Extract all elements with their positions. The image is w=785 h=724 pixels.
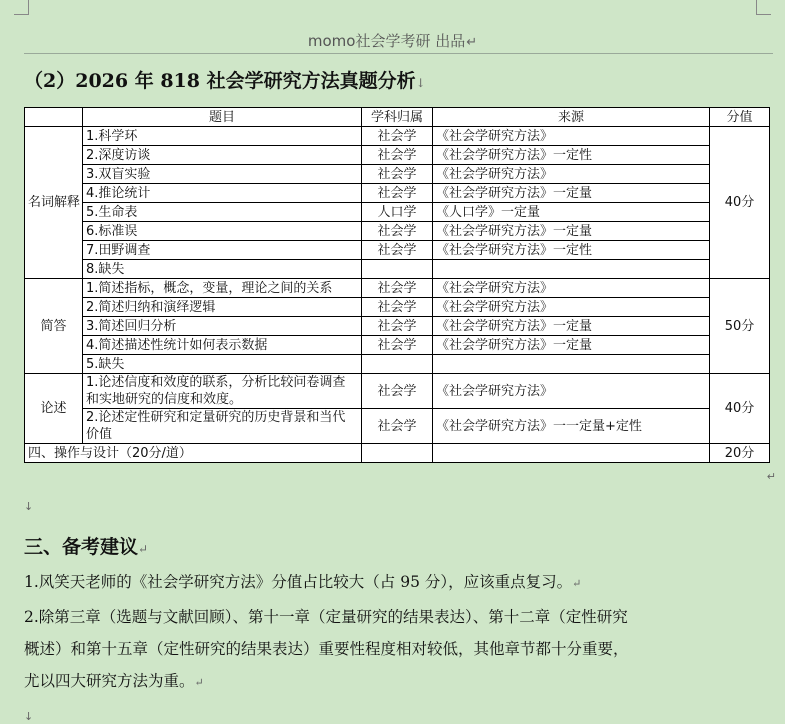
table-row [25,279,770,298]
table-row [25,146,770,165]
score-cell: 20分 [710,444,770,463]
discipline-cell: 社会学 [362,184,433,203]
paragraph-mark: ↵ [138,542,149,556]
discipline-cell: 社会学 [362,317,433,336]
advice-heading [24,532,148,559]
source-cell: 《社会学研究方法》一定量 [433,336,710,355]
question-cell: 8.缺失 [83,260,362,279]
table-row [25,222,770,241]
source-cell: 《社会学研究方法》 [433,298,710,317]
table-row [25,165,770,184]
source-cell: 《社会学研究方法》 [433,127,710,146]
empty-cell [362,444,433,463]
empty-cell [433,444,710,463]
advice-text-line-last [24,665,764,699]
table-row [25,241,770,260]
paragraph-mark: ↓ [24,500,34,513]
section-title [24,66,426,93]
discipline-cell: 社会学 [362,146,433,165]
cell-end-mark: ↵ [766,470,776,483]
page-corner-mark-left [14,0,29,15]
question-cell: 1.简述指标，概念，变量，理论之间的关系 [83,279,362,298]
discipline-cell: 社会学 [362,374,433,409]
source-cell: 《社会学研究方法》一一定量+定性 [433,409,710,444]
question-cell: 7.田野调查 [83,241,362,260]
advice-text-line: 2.除第三章（选题与文献回顾）、第十一章（定量研究的结果表达）、第十二章（定性研究 [24,608,628,626]
table-row [25,317,770,336]
table-row [25,374,770,409]
source-cell [433,260,710,279]
header-cell-blank [25,108,83,127]
discipline-cell: 社会学 [362,336,433,355]
advice-paragraph-1 [24,566,764,600]
question-cell: 1.科学环 [83,127,362,146]
source-cell: 《社会学研究方法》一定量 [433,184,710,203]
question-cell: 5.缺失 [83,355,362,374]
section-title-text: （2）2026 年 818 社会学研究方法真题分析 [24,70,416,92]
header-rule [24,53,773,54]
discipline-cell: 社会学 [362,127,433,146]
table-row [25,355,770,374]
advice-text: 尤以四大研究方法为重。 [24,672,195,690]
paragraph-mark: ↵ [194,676,204,689]
discipline-cell [362,355,433,374]
question-cell: 4.推论统计 [83,184,362,203]
operation-design-cell: 四、操作与设计（20分/道） [25,444,362,463]
question-cell: 3.简述回归分析 [83,317,362,336]
table-row [25,184,770,203]
table-header-row [25,108,770,127]
advice-paragraph-2 [24,601,764,699]
source-cell: 《社会学研究方法》一定量 [433,222,710,241]
source-cell: 《社会学研究方法》一定量 [433,317,710,336]
header-cell-discipline: 学科归属 [362,108,433,127]
discipline-cell: 社会学 [362,165,433,184]
paragraph-mark: ↵ [466,35,478,50]
source-cell: 《社会学研究方法》一定性 [433,146,710,165]
question-cell: 2.简述归纳和演绎逻辑 [83,298,362,317]
discipline-cell: 社会学 [362,409,433,444]
discipline-cell: 人口学 [362,203,433,222]
question-cell: 2.论述定性研究和定量研究的历史背景和当代价值 [83,409,362,444]
table-row [25,336,770,355]
source-cell: 《人口学》一定量 [433,203,710,222]
source-cell [433,355,710,374]
discipline-cell: 社会学 [362,279,433,298]
exam-analysis-table [24,107,770,463]
score-cell: 50分 [710,279,770,374]
advice-heading-text: 三、备考建议 [24,536,139,558]
table-row [25,409,770,444]
group-name-cell: 论述 [25,374,83,444]
advice-text-line: 概述）和第十五章（定性研究的结果表达）重要性程度相对较低，其他章节都十分重要， [24,640,629,658]
source-cell: 《社会学研究方法》一定性 [433,241,710,260]
discipline-cell: 社会学 [362,241,433,260]
table-row [25,260,770,279]
question-cell: 6.标准误 [83,222,362,241]
discipline-cell: 社会学 [362,222,433,241]
group-name-cell: 简答 [25,279,83,374]
source-cell: 《社会学研究方法》 [433,279,710,298]
page-corner-mark-right [756,0,771,15]
question-cell: 3.双盲实验 [83,165,362,184]
source-cell: 《社会学研究方法》 [433,165,710,184]
table-row [25,127,770,146]
page-header-text: momo社会学考研 出品 [307,32,466,50]
table-row [25,298,770,317]
score-cell: 40分 [710,374,770,444]
group-name-cell: 名词解释 [25,127,83,279]
header-cell-question: 题目 [83,108,362,127]
question-cell: 5.生命表 [83,203,362,222]
source-cell: 《社会学研究方法》 [433,374,710,409]
question-cell: 2.深度访谈 [83,146,362,165]
discipline-cell: 社会学 [362,298,433,317]
question-cell: 4.简述描述性统计如何表示数据 [83,336,362,355]
header-cell-score: 分值 [710,108,770,127]
paragraph-mark: ↓ [415,76,426,90]
paragraph-mark: ↵ [572,577,582,590]
score-cell: 40分 [710,127,770,279]
discipline-cell [362,260,433,279]
question-cell: 1.论述信度和效度的联系，分析比较问卷调查和实地研究的信度和效度。 [83,374,362,409]
page-header [0,30,785,51]
table-row-final [25,444,770,463]
advice-text: 1.风笑天老师的《社会学研究方法》分值占比较大（占 95 分），应该重点复习。 [24,573,573,591]
paragraph-mark: ↓ [24,710,34,723]
header-cell-source: 来源 [433,108,710,127]
table-row [25,203,770,222]
